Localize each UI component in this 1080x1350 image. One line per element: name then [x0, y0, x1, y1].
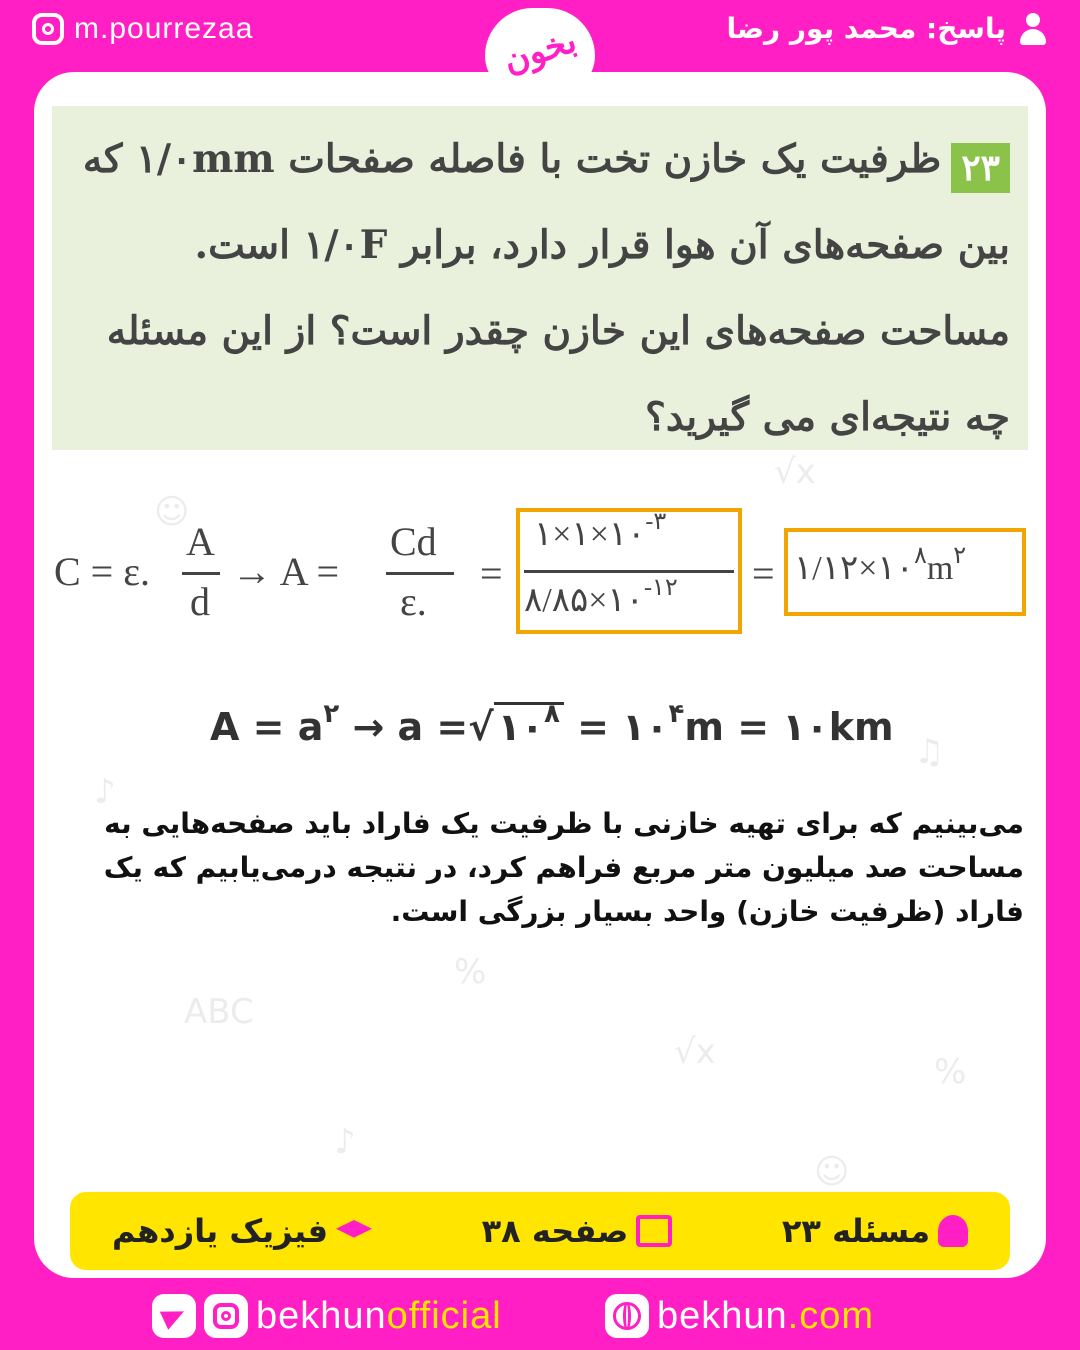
info-subject	[112, 1212, 372, 1250]
eq2-radicand-exp: ۸	[543, 699, 560, 729]
eq1-frac1-den: d	[190, 579, 210, 624]
info-subject-text: فیزیک یازدهم	[112, 1212, 329, 1250]
website-text: bekhun.com	[657, 1294, 875, 1337]
telegram-icon[interactable]	[152, 1294, 196, 1338]
website-link[interactable]	[605, 1294, 874, 1338]
instagram-handle[interactable]	[32, 12, 253, 46]
info-page	[482, 1212, 673, 1250]
eq1-box-line	[524, 570, 734, 573]
eq1-result-unit: m	[926, 550, 954, 587]
eq2-exp2: ۴	[668, 699, 685, 729]
book-icon	[636, 1215, 672, 1247]
eq1-c-term: C = ε.	[54, 549, 151, 594]
eq1-equals-1: =	[480, 551, 503, 596]
eq2-radicand: $۱۰^۸$	[494, 702, 564, 749]
graduation-cap-icon	[336, 1220, 372, 1242]
info-problem-text: مسئله ۲۳	[781, 1212, 930, 1250]
eq1-frac2-line	[386, 572, 454, 575]
logo-mark: بخون	[498, 20, 582, 82]
eq1-frac2-den: ε.	[400, 579, 427, 624]
question-box	[52, 106, 1028, 450]
instagram-icon	[32, 13, 64, 45]
info-page-text: صفحه ۳۸	[481, 1212, 629, 1250]
eq2-part1: A = a	[210, 705, 324, 749]
user-icon	[1018, 13, 1048, 45]
eq2-part3: = ۱۰	[563, 705, 669, 749]
instagram-icon[interactable]	[204, 1294, 248, 1338]
question-number: ۲۳	[951, 143, 1010, 193]
eq1-box-den-exp: -۱۲	[643, 575, 678, 601]
eq2-part4: m = ۱۰km	[684, 705, 894, 749]
info-bar	[70, 1192, 1010, 1270]
answer-credit-text: پاسخ: محمد پور رضا	[726, 12, 1006, 45]
eq1-result-unit-exp: ۲	[953, 543, 967, 569]
answer-credit	[726, 12, 1048, 45]
eq2-part2: → a =√	[339, 705, 494, 749]
instagram-handle-text: m.pourrezaa	[74, 12, 254, 45]
eq1-box-den: $۸/۸۵\times ۱۰^{-۱۲}$	[524, 575, 678, 619]
explanation-text: می‌بینیم که برای تهیه خازنی با ظرفیت یک فاراد باید صفحه‌هایی به مساحت صد میلیون متر مربع فراهم کرد، در نتیجه درمی‌یابیم که یک فاراد (ظرفیت خازن) واحد بسیار بزرگی است.	[103, 807, 1024, 928]
eq1-arrow-a: → A =	[232, 549, 340, 594]
social-handle[interactable]	[152, 1294, 502, 1338]
eq2-exp1: ۲	[323, 699, 340, 729]
eq1-frac1-num: A	[186, 519, 215, 564]
background-doodles: ☺ √x ♪ ♫ % ABC √x % ♪ ☺	[94, 452, 967, 1192]
eq1-result: $۱/۱۲\times ۱۰^۸m^۲$	[794, 543, 967, 587]
eq1-frac1-line	[182, 572, 220, 575]
bottom-bar	[0, 1282, 1080, 1350]
eq1-result-exp: ۸	[913, 543, 927, 569]
eq1-frac2-num: Cd	[390, 519, 437, 564]
eq1-box-num-exp: -۳	[645, 509, 667, 535]
info-problem	[782, 1212, 968, 1250]
social-handle-text: bekhunofficial	[256, 1294, 502, 1337]
content-card	[34, 72, 1046, 1278]
eq1-box-num: $۱\times ۱\times ۱۰^{-۳}$	[534, 509, 667, 553]
eq1-equals-2: =	[752, 551, 775, 596]
question-text: ظرفیت یک خازن تخت با فاصله صفحات ۱/۰mm که بین صفحه‌های آن هوا قرار دارد، برابر ۱/۰F است. مساحت صفحه‌های این خازن چقدر است؟ از این مسئله چه نتیجه‌ای می گیرید؟	[82, 136, 1010, 440]
teacher-icon	[938, 1215, 968, 1247]
brand-logo	[485, 8, 595, 94]
side-length-equation	[210, 699, 910, 762]
globe-icon	[605, 1294, 649, 1338]
capacitance-equation	[34, 500, 1046, 650]
